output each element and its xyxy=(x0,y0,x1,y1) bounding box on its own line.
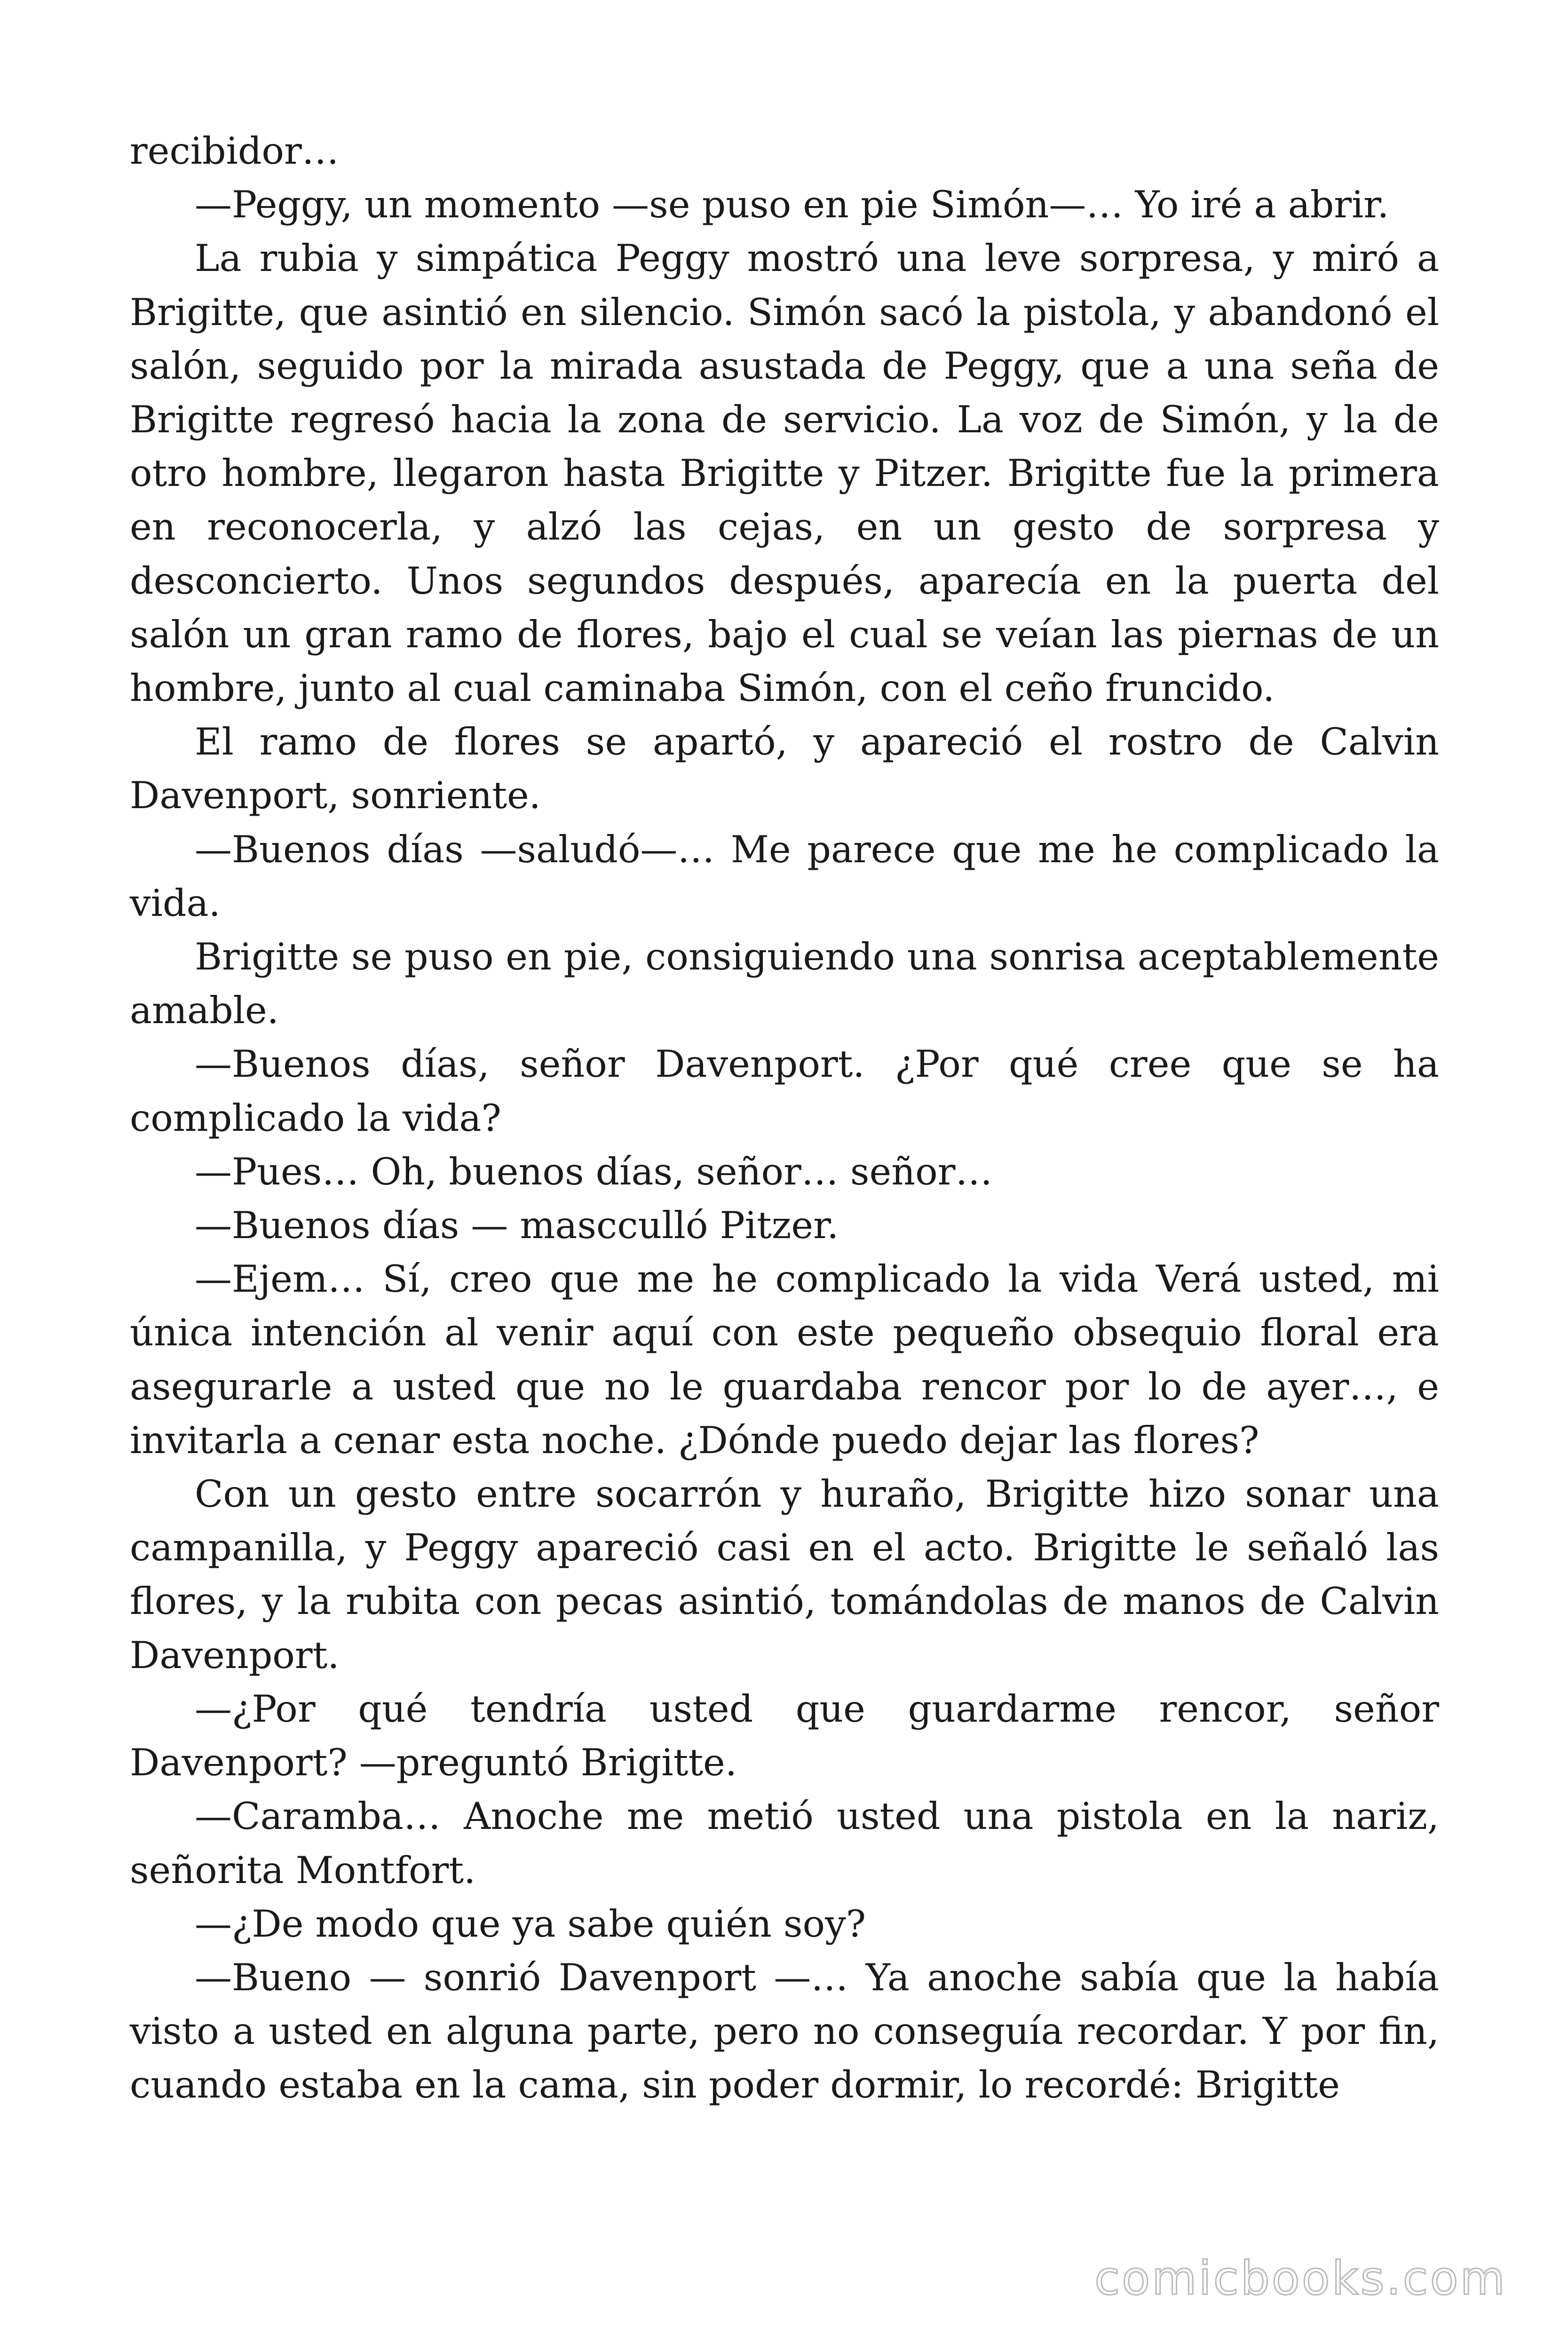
paragraph-3: La rubia y simpática Peggy mostró una leve sorpresa, y miró a Brigitte, que asintió en silencio. Simón sacó la pistola, y abandonó el salón, seguido por la mirada asustada de Peggy, que a una seña de Brigitte regresó hacia la zona de servicio. La voz de Simón, y la de otro hombre, llegaron hasta Brigitte y Pitzer. Brigitte fue la primera en reconocerla, y alzó las cejas, en un gesto de sorpresa y desconcierto. Unos segundos después, aparecía en la puerta del salón un gran ramo de flores, bajo el cual se veían las piernas de un hombre, junto al cual caminaba Simón, con el ceño fruncido. xyxy=(130,237,1439,710)
page-text xyxy=(130,124,1439,2112)
paragraph-7: —Buenos días, señor Davenport. ¿Por qué cree que se ha complicado la vida? xyxy=(130,1042,1439,1140)
paragraph-8: —Pues… Oh, buenos días, señor… señor… xyxy=(195,1150,993,1193)
paragraph-4: El ramo de flores se apartó, y apareció el rostro de Calvin Davenport, sonriente. xyxy=(130,720,1439,818)
paragraph-5: —Buenos días —saludó—… Me parece que me he complicado la vida. xyxy=(130,827,1439,925)
paragraph-12: —¿Por qué tendría usted que guardarme rencor, señor Davenport? —preguntó Brigitte. xyxy=(130,1687,1439,1785)
paragraph-11: Con un gesto entre socarrón y huraño, Brigitte hizo sonar una campanilla, y Peggy apareció casi en el acto. Brigitte le señaló las flores, y la rubita con pecas asintió, tomándolas de manos de Calvin Davenport. xyxy=(130,1472,1439,1677)
paragraph-6: Brigitte se puso en pie, consiguiendo una sonrisa aceptablemente amable. xyxy=(130,935,1439,1033)
paragraph-9: —Buenos días — mascculló Pitzer. xyxy=(195,1204,839,1248)
paragraph-15: —Bueno — sonrió Davenport —… Ya anoche sabía que la había visto a usted en alguna parte, pero no conseguía recordar. Y por fin, cuando estaba en la cama, sin poder dormir, lo recordé: Brigitte xyxy=(130,1955,1439,2107)
paragraph-1: recibidor… xyxy=(130,129,339,173)
paragraph-2: —Peggy, un momento —se puso en pie Simón—… Yo iré a abrir. xyxy=(195,183,1389,227)
paragraph-13: —Caramba… Anoche me metió usted una pistola en la nariz, señorita Montfort. xyxy=(130,1795,1439,1892)
watermark: comicbooks.com xyxy=(1094,2252,1507,2305)
paragraph-14: —¿De modo que ya sabe quién soy? xyxy=(195,1902,866,1946)
paragraph-10: —Ejem… Sí, creo que me he complicado la vida Verá usted, mi única intención al venir aquí con este pequeño obsequio floral era asegurarle a usted que no le guardaba rencor por lo de ayer…, e invitarla a cenar esta noche. ¿Dónde puedo dejar las flores? xyxy=(130,1257,1439,1462)
